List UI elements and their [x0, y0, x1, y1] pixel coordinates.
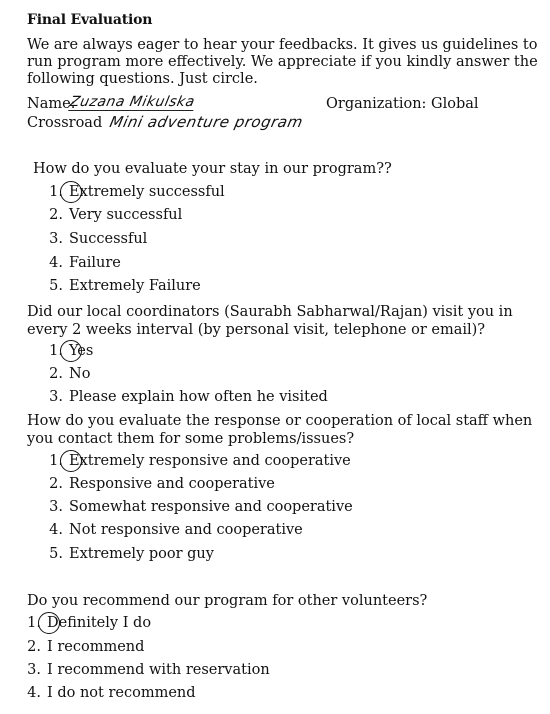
- option-label: I recommend: [47, 639, 145, 655]
- option-number: 2.: [49, 207, 63, 223]
- option-number: 3.: [49, 499, 63, 515]
- question-3: [27, 412, 532, 448]
- option-number: 3.: [49, 231, 63, 247]
- option-item[interactable]: [19, 662, 270, 678]
- option-item[interactable]: [41, 546, 214, 562]
- option-label: Definitely I do: [47, 615, 152, 631]
- option-label: I recommend with reservation: [47, 662, 270, 678]
- intro-line: We are always eager to hear your feedbacks. It gives us guidelines to: [27, 37, 538, 53]
- option-number: 3.: [27, 662, 41, 678]
- option-item[interactable]: [19, 615, 151, 631]
- option-item[interactable]: [41, 231, 147, 247]
- option-item[interactable]: [41, 476, 275, 492]
- option-label: Successful: [69, 231, 148, 247]
- option-label: Extremely responsive and cooperative: [69, 453, 351, 469]
- option-item[interactable]: [19, 685, 196, 701]
- option-item[interactable]: [41, 207, 182, 223]
- option-number: 5.: [49, 546, 63, 562]
- option-number: 2.: [49, 476, 63, 492]
- option-label: Extremely poor guy: [69, 546, 214, 562]
- option-label: Extremely successful: [69, 184, 225, 200]
- handwritten-name: Zuzana Mikulska: [68, 94, 197, 110]
- option-item[interactable]: [41, 453, 351, 469]
- option-number: 2.: [49, 366, 63, 382]
- option-number: 3.: [49, 389, 63, 405]
- question-4: [27, 592, 427, 610]
- question-2: [27, 303, 513, 339]
- option-number: 1.: [27, 615, 41, 631]
- intro-line: run program more effectively. We appreciate if you kindly answer the: [27, 54, 538, 70]
- question-line: Did our local coordinators (Saurabh Sabharwal/Rajan) visit you in: [27, 304, 513, 320]
- question-line: every 2 weeks interval (by personal visit, telephone or email)?: [27, 322, 486, 338]
- option-number: 1.: [49, 453, 63, 469]
- option-label: Somewhat responsive and cooperative: [69, 499, 353, 515]
- option-item[interactable]: [41, 255, 121, 271]
- option-number: 1.: [49, 343, 63, 359]
- handwritten-program: Mini adventure program: [108, 113, 305, 131]
- option-label: Very successful: [69, 207, 183, 223]
- question-line: Do you recommend our program for other volunteers?: [27, 593, 428, 609]
- option-item[interactable]: [41, 366, 90, 382]
- question-line: How do you evaluate the response or cooperation of local staff when: [27, 413, 533, 429]
- option-item[interactable]: [19, 639, 144, 655]
- option-label: No: [69, 366, 91, 382]
- intro-line: following questions. Just circle.: [27, 71, 258, 87]
- option-label: Not responsive and cooperative: [69, 522, 303, 538]
- intro-paragraph: [27, 37, 538, 88]
- option-label: Responsive and cooperative: [69, 476, 275, 492]
- option-item[interactable]: [41, 389, 328, 405]
- option-number: 1.: [49, 184, 63, 200]
- option-item[interactable]: [41, 343, 93, 359]
- option-label: Yes: [69, 343, 94, 359]
- option-item[interactable]: [41, 278, 201, 294]
- question-line: you contact them for some problems/issues?: [27, 431, 355, 447]
- option-number: 5.: [49, 278, 63, 294]
- question-1: [33, 160, 392, 178]
- option-label: Please explain how often he visited: [69, 389, 328, 405]
- name-label: Name:: [27, 96, 76, 112]
- option-number: 4.: [49, 522, 63, 538]
- organization-label: Organization: Global: [326, 96, 479, 112]
- option-number: 4.: [27, 685, 41, 701]
- form-title: Final Evaluation: [27, 12, 153, 28]
- option-number: 2.: [27, 639, 41, 655]
- option-label: Extremely Failure: [69, 278, 201, 294]
- option-item[interactable]: [41, 499, 353, 515]
- option-number: 4.: [49, 255, 63, 271]
- option-item[interactable]: [41, 184, 225, 200]
- option-label: Failure: [69, 255, 121, 271]
- option-item[interactable]: [41, 522, 303, 538]
- option-label: I do not recommend: [47, 685, 196, 701]
- crossroad-label: Crossroad: [27, 115, 103, 131]
- question-line: How do you evaluate your stay in our program??: [33, 161, 392, 177]
